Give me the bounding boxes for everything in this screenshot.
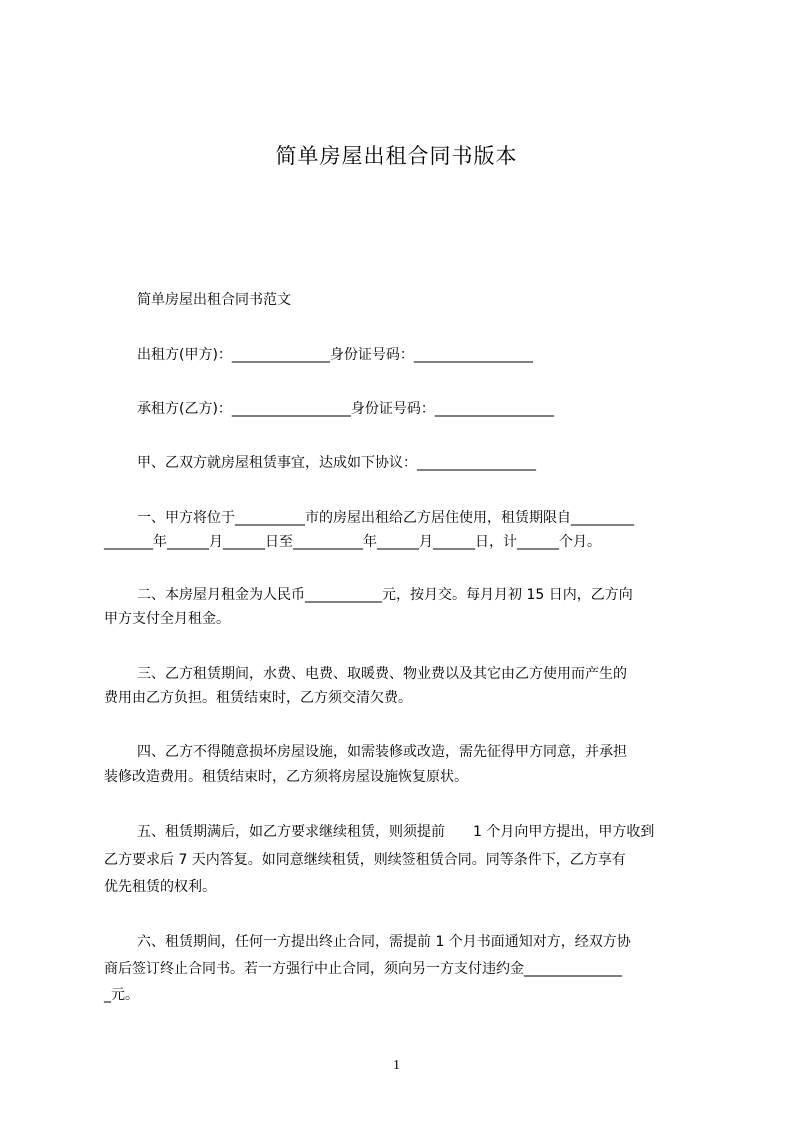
clause-6-line-1: 六、租赁期间，任何一方提出终止合同，需提前 1 个月书面通知对方，经双方协 [137, 934, 631, 950]
party-b-line: 承租方(乙方)：_________________身份证号码：_________________ [137, 401, 554, 417]
clause-4-line-1: 四、乙方不得随意损坏房屋设施，如需装修或改造，需先征得甲方同意，并承担 [137, 744, 627, 760]
clause-2-line-1: 二、本房屋月租金为人民币___________元，按月交。每月月初 15 日内，乙方向 [137, 587, 633, 603]
clause-2-line-2: 甲方支付全月租金。 [104, 611, 230, 627]
clause-3-line-1: 三、乙方租赁期间，水费、电费、取暖费、物业费以及其它由乙方使用而产生的 [137, 666, 627, 682]
clause-6-line-3: _元。 [104, 987, 139, 1003]
clause-5-line-3: 优先租赁的权利。 [104, 879, 216, 895]
clause-1-line-2: _______年______月______日至__________年______月______日，计______个月。 [104, 534, 601, 550]
document-subtitle: 简单房屋出租合同书范文 [137, 292, 291, 308]
clause-6-line-2: 商后签订终止合同书。若一方强行中止合同，须向另一方支付违约金______________ [104, 961, 622, 977]
page-number: 1 [393, 1058, 400, 1073]
clause-1-line-1: 一、甲方将位于__________市的房屋出租给乙方居住使用，租赁期限自_________ [137, 510, 634, 526]
clause-4-line-2: 装修改造费用。租赁结束时，乙方须将房屋设施恢复原状。 [104, 769, 468, 785]
clause-5-line-2: 乙方要求后 7 天内答复。如同意继续租赁，则续签租赁合同。同等条件下，乙方享有 [104, 852, 626, 868]
clause-5-line-1: 五、租赁期满后，如乙方要求继续租赁，则须提前 1 个月向甲方提出，甲方收到 [137, 824, 655, 840]
document-title: 简单房屋出租合同书版本 [275, 144, 518, 168]
intro-line: 甲、乙双方就房屋租赁事宜，达成如下协议：_________________ [137, 455, 536, 471]
clause-3-line-2: 费用由乙方负担。租赁结束时，乙方须交清欠费。 [104, 690, 412, 706]
party-a-line: 出租方(甲方)：______________身份证号码：_________________ [137, 347, 533, 363]
